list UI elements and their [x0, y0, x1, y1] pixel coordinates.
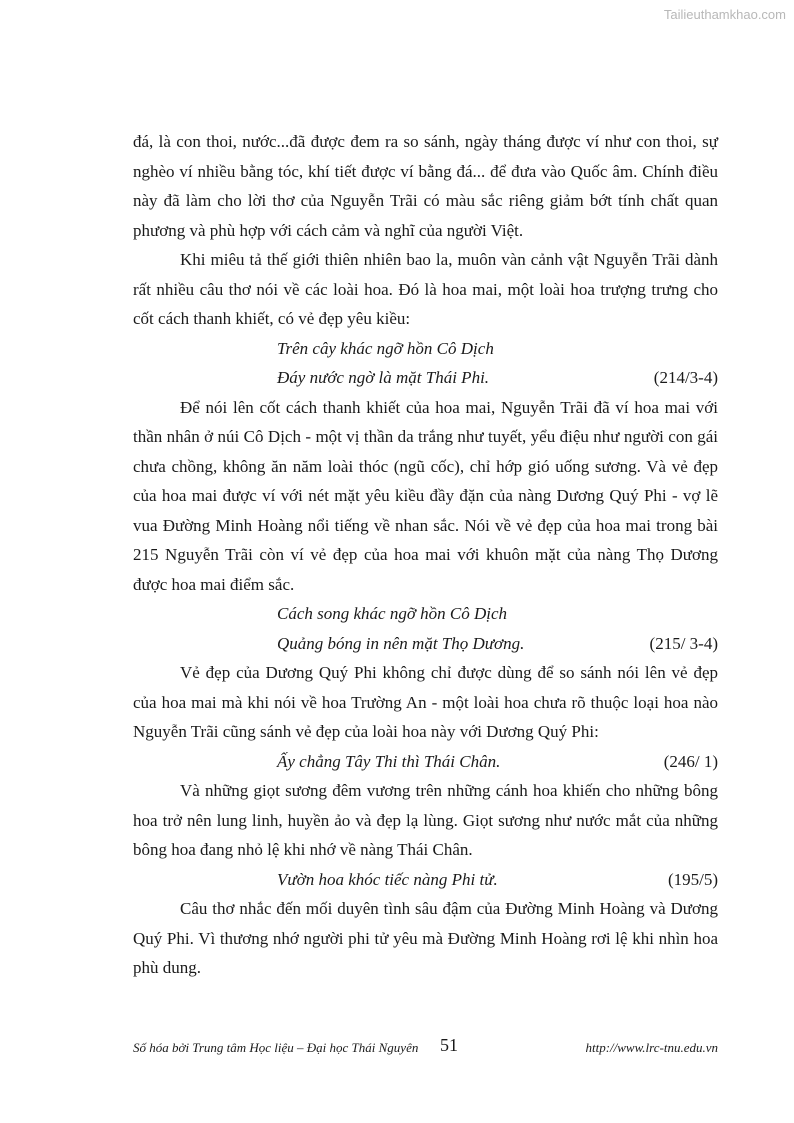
verse-line: [133, 599, 718, 629]
verse-reference: (195/5): [667, 869, 718, 889]
paragraph: Câu thơ nhắc đến mối duyên tình sâu đậm của Đường Minh Hoàng và Dương Quý Phi. Vì thương nhớ người phi tử yêu mà Đường Minh Hoàng rơi lệ khi nhìn hoa phù dung.: [133, 899, 718, 977]
paragraph: Khi miêu tả thế giới thiên nhiên bao la, muôn vàn cảnh vật Nguyễn Trãi dành rất nhiều câu thơ nói về các loài hoa. Đó là hoa mai, một loài hoa trượng trưng cho cốt cách thanh khiết, có vẻ đẹp yêu kiều:: [133, 250, 718, 328]
footer-url: http://www.lrc-tnu.edu.vn: [585, 1040, 718, 1055]
verse-text: Trên cây khác ngỡ hồn Cô Dịch: [277, 338, 494, 358]
verse-text: Vườn hoa khóc tiếc nàng Phi tử.: [277, 869, 498, 889]
verse-reference: (214/3-4): [653, 368, 718, 387]
verse-line: [133, 363, 718, 393]
verse-text: Ấy chẳng Tây Thi thì Thái Chân.: [277, 751, 501, 771]
paragraph: Vẻ đẹp của Dương Quý Phi không chỉ được dùng để so sánh nói lên vẻ đẹp của hoa mai mà khi nói về hoa Trường An - một loài hoa chưa rõ thuộc loại hoa nào Nguyễn Trãi cũng sánh vẻ đẹp của loài hoa này với Dương Quý Phi:: [133, 663, 718, 741]
verse-text: Cách song khác ngỡ hồn Cô Dịch: [277, 604, 508, 623]
page-number: 51: [440, 1035, 458, 1055]
verse-text: Quảng bóng in nên mặt Thọ Dương.: [277, 633, 525, 653]
verse-line: [133, 334, 718, 364]
verse-line: [133, 629, 718, 659]
paragraph: Để nói lên cốt cách thanh khiết của hoa mai, Nguyễn Trãi đã ví hoa mai với thần nhân ở núi Cô Dịch - một vị thần da trắng như tuyết, yểu điệu như người con gái chưa chồng, không ăn năm loài thóc (ngũ cốc), chỉ hớp gió uống sương. Và vẻ đẹp của hoa mai được ví với nét mặt yêu kiều đầy đặn của nàng Dương Quý Phi - vợ lẽ vua Đường Minh Hoàng nổi tiếng về nhan sắc. Nói về vẻ đẹp của hoa mai trong bài 215 Nguyễn Trãi còn ví vẻ đẹp của hoa mai với khuôn mặt của nàng Thọ Dương được hoa mai điểm sắc.: [133, 397, 718, 594]
watermark: Tailieuthamkhao.com: [663, 7, 786, 22]
page-body: [133, 127, 718, 983]
verse-text: Đáy nước ngờ là mặt Thái Phi.: [277, 368, 490, 387]
verse-reference: (246/ 1): [663, 751, 718, 771]
footer-credit: Số hóa bởi Trung tâm Học liệu – Đại học Thái Nguyên: [133, 1040, 419, 1055]
verse-line: [133, 865, 718, 895]
paragraph: đá, là con thoi, nước...đã được đem ra so sánh, ngày tháng được ví như con thoi, sự nghèo ví nhiều bằng tóc, khí tiết được ví bằng đá... để đưa vào Quốc âm. Chính điều này đã làm cho lời thơ của Nguyễn Trãi có màu sắc riêng giảm bớt tính chất quan phương và phù hợp với cách cảm và nghĩ của người Việt.: [133, 132, 718, 240]
verse-reference: (215/ 3-4): [649, 633, 718, 653]
page-footer: [133, 1037, 718, 1061]
paragraph: Và những giọt sương đêm vương trên những cánh hoa khiến cho những bông hoa trở nên lung linh, huyền ảo và đẹp lạ lùng. Giọt sương như nước mắt của những bông hoa đang nhỏ lệ khi nhớ về nàng Thái Chân.: [133, 781, 718, 859]
verse-line: [133, 747, 718, 777]
